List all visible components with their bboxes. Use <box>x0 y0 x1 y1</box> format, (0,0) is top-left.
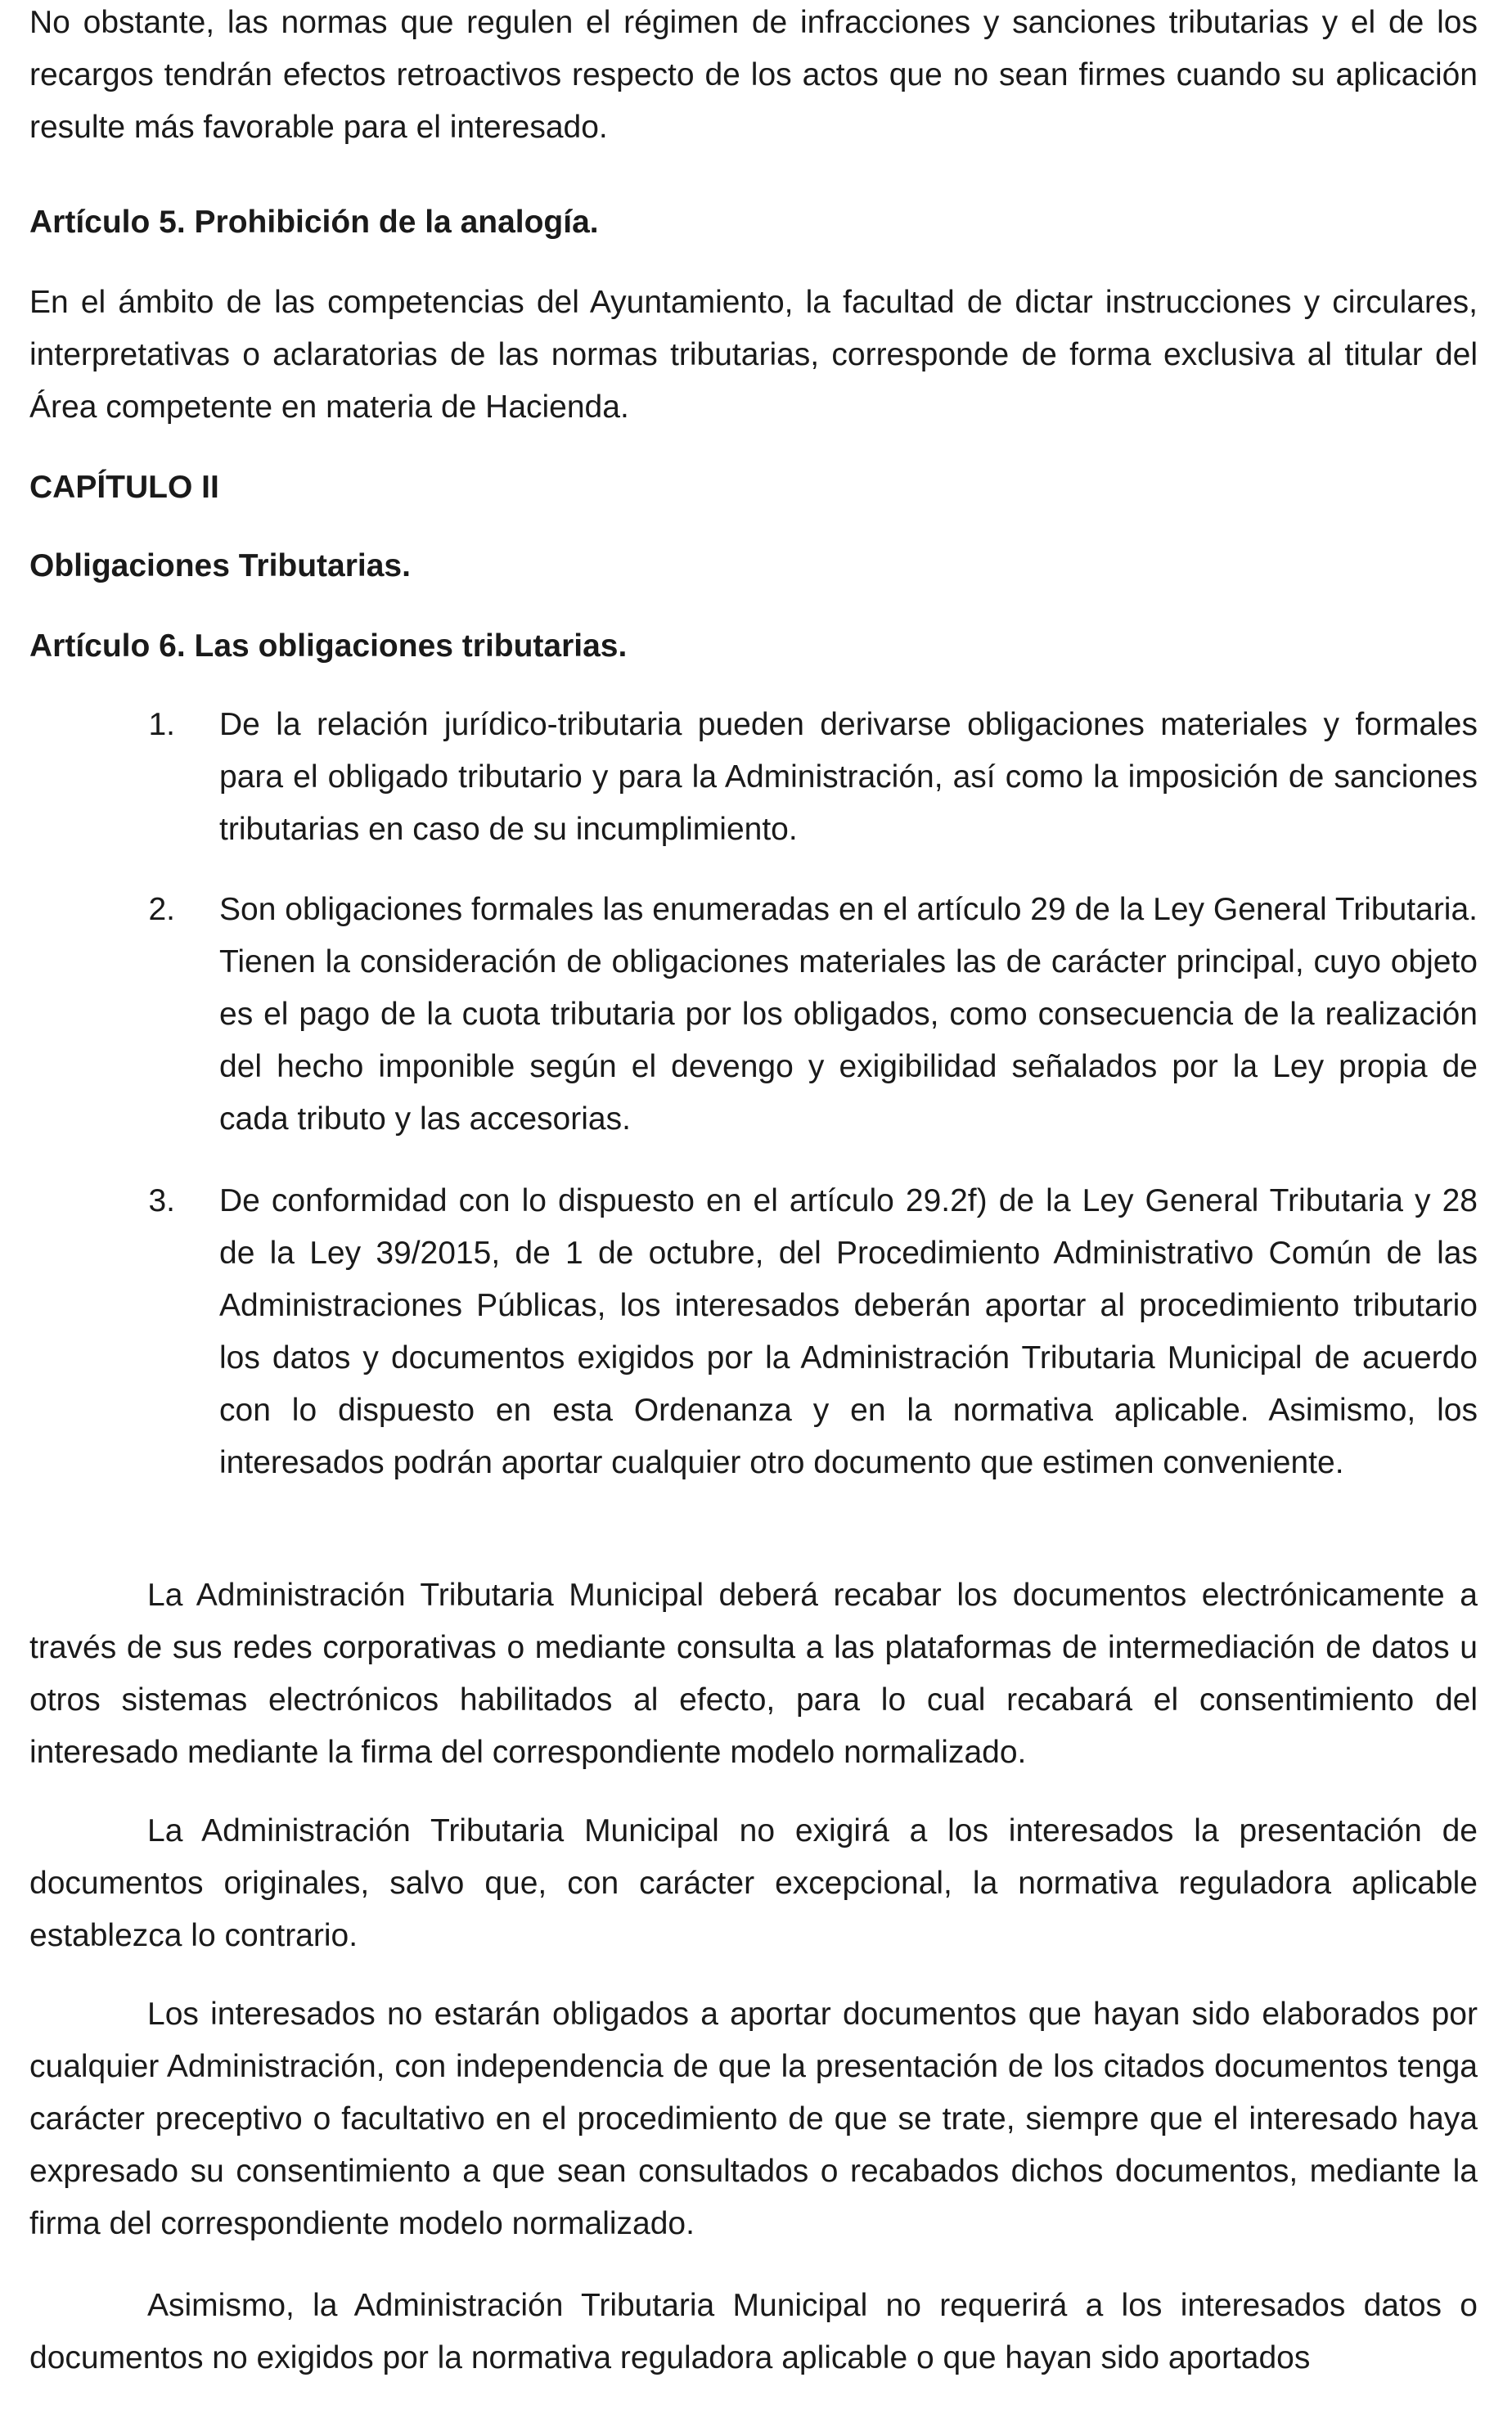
list-item <box>148 884 1478 1146</box>
list-item-text: De la relación jurídico-tributaria pueden derivarse obligaciones materiales y formales para el obligado tributario y para la Administración, así como la imposición de sanciones tributarias en caso de su incumplimiento. <box>219 707 1478 847</box>
chapter-subtitle: Obligaciones Tributarias. <box>29 548 411 583</box>
paragraph-admin-4: Asimismo, la Administración Tributaria Municipal no requerirá a los interesados datos o documentos no exigidos por la normativa reguladora aplicable o que hayan sido aportados <box>29 2288 1478 2375</box>
list-item-number: 1. <box>148 707 175 742</box>
paragraph-admin-3: Los interesados no estarán obligados a aportar documentos que hayan sido elaborados por cualquier Administración, con independencia de que la presentación de los citados documentos tenga carácter preceptivo o facultativo en el procedimiento de que se trate, siempre que el interesado haya expresado su consentimiento a que sean consultados o recabados dichos documentos, mediante la firma del correspondiente modelo normalizado. <box>29 1997 1478 2241</box>
article-5-text: En el ámbito de las competencias del Ayuntamiento, la facultad de dictar instrucciones y circulares, interpretativas o aclaratorias de las normas tributarias, corresponde de forma exclusiva al titular del Área competente en materia de Hacienda. <box>29 285 1478 425</box>
list-item-number: 3. <box>148 1183 175 1218</box>
list-item-text: De conformidad con lo dispuesto en el artículo 29.2f) de la Ley General Tributaria y 28 de la Ley 39/2015, de 1 de octubre, del Procedimiento Administrativo Común de las Administraciones Públicas, los interesados deberán aportar al procedimiento tributario los datos y documentos exigidos por la Administración Tributaria Municipal de acuerdo con lo dispuesto en esta Ordenanza y en la normativa aplicable. Asimismo, los interesados podrán aportar cualquier otro documento que estimen conveniente. <box>219 1183 1478 1480</box>
list-item-text: Son obligaciones formales las enumeradas en el artículo 29 de la Ley General Tributaria. Tienen la consideración de obligaciones materiales las de carácter principal, cuyo objeto es el pago de la cuota tributaria por los obligados, como consecuencia de la realización del hecho imponible según el devengo y exigibilidad señalados por la Ley propia de cada tributo y las accesorias. <box>219 892 1478 1137</box>
article-6-title: Artículo 6. Las obligaciones tributarias. <box>29 628 628 664</box>
list-item <box>148 699 1478 856</box>
paragraph-admin-1: La Administración Tributaria Municipal deberá recabar los documentos electrónicamente a través de sus redes corporativas o mediante consulta a las plataformas de intermediación de datos u otros sistemas electrónicos habilitados al efecto, para lo cual recabará el consentimiento del interesado mediante la firma del correspondiente modelo normalizado. <box>29 1578 1478 1770</box>
list-item <box>148 1175 1478 1489</box>
paragraph-admin-2: La Administración Tributaria Municipal no exigirá a los interesados la presentación de documentos originales, salvo que, con carácter excepcional, la normativa reguladora aplicable establezca lo contrario. <box>29 1813 1478 1953</box>
article-5-title: Artículo 5. Prohibición de la analogía. <box>29 205 599 240</box>
paragraph-intro: No obstante, las normas que regulen el régimen de infracciones y sanciones tributarias y el de los recargos tendrán efectos retroactivos respecto de los actos que no sean firmes cuando su aplicación resulte más favorable para el interesado. <box>29 5 1478 145</box>
chapter-title: CAPÍTULO II <box>29 470 219 505</box>
list-item-number: 2. <box>148 892 175 927</box>
